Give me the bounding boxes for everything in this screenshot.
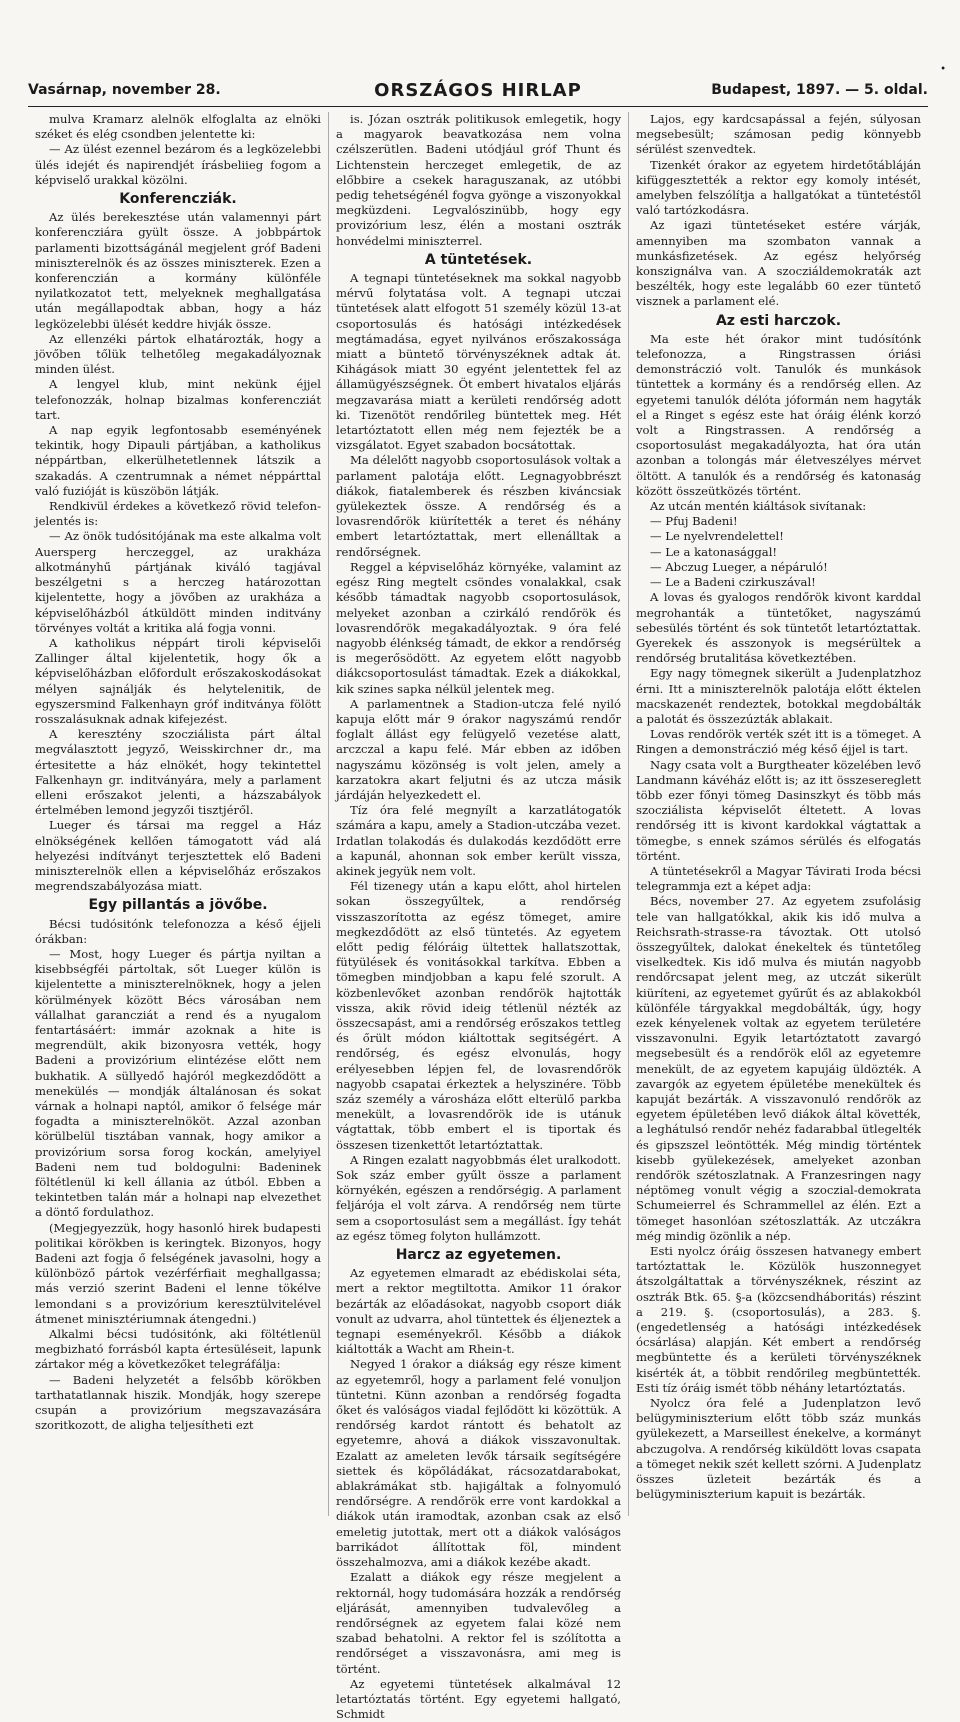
paragraph: — Az ülést ezennel bezárom és a legközelebbi ülés idejét és napirendjét írásbeliieg fogom a képviselő urakkal közölni. [35,142,321,187]
paragraph: — Pfuj Badeni! [650,514,738,529]
paragraph: Az utcán mentén kiáltások sivítanak: [650,499,867,514]
paragraph: Az egyetemi tüntetések alkalmával 12 letartóztatás történt. Egy egyetemi hallgató, Schmidt [336,1676,621,1722]
paragraph: mulva Kramarz alelnök elfoglalta az elnöki széket és elég csondben jelentette ki: [35,112,321,142]
paragraph: Lueger és társai ma reggel a Ház elnökségének kellően támogatott vád alá helyezési indítványt terjesztettek elő Badeni miniszterelnök ellen a képviselőház erőszakos megrendszabályozása miatt. [35,818,321,894]
paragraph: A Ringen ezalatt nagyobbmás élet uralkodott. Sok száz ember gyűlt össze a parlament környékén, egészen a rendőrségig. A parlament feljárója el volt zárva. A rendőrség nem türte sem a csoportosulást sem a megállást. Így tehát az egész tömeg folyton hullámzott. [336,1152,621,1243]
header-page-info: Budapest, 1897. — 5. oldal. [711,82,928,98]
paragraph: — Az önök tudósitójának ma este alkalma volt Auersperg herczeggel, az urakháza alkotmányhű pártjának kiváló tagjával beszélgetni s a herczeg határozottan kijelentette, hogy a jövőben az urakháza a képviselőházból átküldött minden inditvány törvényes voltát a kritika alá fogja vonni. [35,529,321,635]
column-1 [28,112,328,1516]
paragraph: Alkalmi bécsi tudósitónk, aki föltétlenül megbizható forrásból kapta értesüléseit, lapunk zártakor még a következőket telegráfálja: [35,1327,321,1372]
paragraph: Reggel a képviselőház környéke, valamint az egész Ring megtelt csöndes vonalakkal, csak később támadtak nagyobb csoportosulások, melyeket azonban a czirkáló rendőrök és lovasrendőrök megakadályoztak. 9 óra felé nagyobb élénkség támadt, de ekkor a rendőrség is megerősödött. Az egyetem előtt nagyobb diákcsoportosulást támadtak. Ezek a diákokkal, kik szines sapka nélkül jelentek meg. [336,559,621,696]
paragraph: Az egyetemen elmaradt az ebédiskolai séta, mert a rektor megtiltotta. Amikor 11 órakor bezárták az előadásokat, nagyobb csoport diák vonult az udvarra, ahol tüntettek és éljeneztek a tegnapi eseményekről. Később a diákok kiáltották a Wacht am Rhein-t. [336,1266,621,1357]
paragraph: Tizenkét órakor az egyetem hirdetőtábláján kifüggesztették a rektor egy komoly intését, amelyben felszólítja a hallgatókat a tüntetéstől való tartózkodásra. [636,157,921,218]
paragraph: A nap egyik legfontosabb eseményének tekintik, hogy Dipauli pártjában, a katholikus néppártban, elkerülhetetlennek látszik a szakadás. A czentrumnak a német néppárttal való fuzióját is küszöbön látják. [35,423,321,498]
paragraph: — Abczug Lueger, a népáruló! [650,559,828,574]
paragraph: is. Józan osztrák politikusok emlegetik, hogy a magyarok beavatkozása nem volna czélszerütlen. Badeni utódjául gróf Thunt és Lichtenstein herczeget emlegetik, de az előbbire a csekek haraguszanak, az utóbbi pedig tehetségénél fogva gyönge a viszonyokkal megküzdeni. Legvalószinübb, hogy egy provizórium lesz, élén a mostani osztrák honvédelmi miniszterrel. [336,112,621,248]
article-columns [28,112,944,1722]
paragraph: — Most, hogy Lueger és pártja nyiltan a kisebbségféi pártoltak, sőt Lueger külön is kijelentette a miniszterelnöknek, hogy a jelen körülmények között Bécs városában nem vállalhat garancziát a rend és a nyugalom fentartásáért: immár azoknak a hite is megrendült, akik bizonyosra vették, hogy Badeni a provizórium elintézése előtt nem bukhatik. A süllyedő hajóról megkezdődött a menekülés — mondják általánosan és sokat várnak a holnapi naptól, amikor ő felsége már fogadta a miniszterelnököt. Azzal azonban körülbelül tisztában vannak, hogy amikor a provizórium sorsa forog kockán, amelyiyel Badeni nem tud boldogulni: Badeninek föltétlenül ki kell állania az útból. Ebben a tekintetben talán már a holnapi nap elvezethet a döntő fordulathoz. [35,946,321,1220]
section-heading: A tüntetések. [424,251,533,268]
section-heading: Konferencziák. [119,191,237,208]
paragraph: Az igazi tüntetéseket estére várják, amennyiben ma szombaton vannak a munkásfizetések. Az egész helyőrség konszignálva van. A szocziáldemokraták azt beszélték, hogy este legalább 60 ezer tüntető visznek a parlament elé. [636,218,921,309]
paragraph: Az ellenzéki pártok elhatározták, hogy a jövőben tőlük telhetőleg megakadályoznak minden ülést. [35,331,321,377]
paragraph: — Le a katonasággal! [650,544,778,559]
masthead-title: ORSZÁGOS HIRLAP [374,80,582,101]
paragraph: Ezalatt a diákok egy része megjelent a rektornál, hogy tudomására hozzák a rendőrség eljárását, amennyiben tudvalevőleg a rendőrségnek az egyetem falai közé nem szabad behatolni. A rektor fel is szólította a rendőrséget a visszavonásra, ami meg is történt. [336,1570,621,1676]
section-heading: Harcz az egyetemen. [395,1247,562,1264]
paragraph: Rendkivül érdekes a következő rövid telefon-jelentés is: [35,499,321,529]
paragraph: Lovas rendőrök verték szét itt is a tömeget. A Ringen a demonstráczió még késő éjjel is tart. [636,727,921,757]
paragraph: Negyed 1 órakor a diákság egy része kiment az egyetemről, hogy a parlament felé vonuljon tüntetni. Künn azonban a rendőrség fogadta őket és valóságos viadal fejlődött ki közöttük. A rendőrség kardot rántott és behatolt az egyetemre, ahová a diákok visszavonultak. Ezalatt az ameleten levők társaik segítségére siettek és köpőládákat, rácsozatdarabokat, ablakrámákat stb. hajigáltak a folnyomuló rendőrségre. A rendőrök erre vont kardokkal a diákok után iramodtak, azonban csak az első emeletig jutottak, mert ott a diákok valóságos barrikádot állítottak föl, mindent összehalmozva, ami a diákok kezébe akadt. [336,1357,621,1570]
paragraph: — Badeni helyzetét a felsőbb körökben tarthatatlannak hiszik. Mondják, hogy szerepe csupán a provizórium megszavazására szoritkozott, de aligha teljesítheti ezt [35,1372,321,1433]
paragraph: Bécs, november 27. Az egyetem zsufolásig tele van hallgatókkal, akik kis idő mulva a Reichsrath-strasse-ra távoztak. Ott utolsó összegyűltek, dalokat énekeltek és tüntetőleg viselkedtek. Kis idő mulva és miután nagyobb rendőrcsapat jelent meg, az utczát sikerült kiüríteni, az egyetemet gyűrűt és az ablakokból különféle tárgyakkal megdobálták, úgy, hogy ezek kényelenek voltak az egyetem területére visszavonulni. Egyik letartóztatott zavargó megsebesült és a rendőrök elől az egyetemre menekült, de az egyetem kapujáig üldözték. A zavargók az egyetem épületébe menekültek és kapuját bezárták. A visszavonuló rendőrök az egyetem épületében levő diákok által követték, a leghátulsó rendőr nehéz fadarabbal ütlegelték és gipszszel leöntötték. Még mindig történtek kisebb gyülekezések, amelyeket azonban rendőrök szétoszlatnak. A Franzesringen nagy néptömeg vonult végig a szoczial-demokrata Schumeierrel és Schrammellel az élén. Ezt a tömeget hasonlóan szétoszlatták. Az utczákra még mindig özönlik a nép. [636,894,921,1243]
paragraph: — Le nyelvrendelettel! [650,529,784,544]
paragraph: A lovas és gyalogos rendőrök kivont karddal megrohanták a tüntetőket, nagyszámú sebesülés történt és sok tüntetőt letartóztattak. Gyerekek és asszonyok is megsérültek a rendőrség brutalitása következtében. [636,590,921,666]
paragraph: Ma délelőtt nagyobb csoportosulások voltak a parlament palotája előtt. Legnagyobbrészt diákok, fiatalemberek és részben kiváncsiak gyülekeztek össze. A rendőrség és a lovasrendőrök kiürítették a teret és néhány embert letartóztattak, mert ellenálltak a rendőrségnek. [336,453,621,559]
paragraph: A tegnapi tüntetéseknek ma sokkal nagyobb mérvű folytatása volt. A tegnapi utczai tüntetések alatt elfogott 51 személy közül 13-at csoportosulás és hatósági intézkedések megtámadása, egyet nyilvános erőszakossága miatt a büntető törvényszéknek adtak át. Kihágások miatt 30 egyént jelentettek fel az államügyészségnek. Öt embert hivatalos eljárás megzavarása miatt a kerületi rendőrség adott ki. Tizenötöt rendőrileg büntettek meg. Hét letartóztatott ellen még nem fejezték be a vizsgálatot. Egyet szabadon bocsátottak. [336,271,621,453]
paragraph: Bécsi tudósitónk telefonozza a késő éjjeli órákban: [35,916,321,946]
section-heading: Az esti harczok. [715,312,842,329]
paragraph: Tíz óra felé megnyílt a karzatlátogatók számára a kapu, amely a Stadion-utczába vezet. Irdatlan tolakodás és dulakodás kezdődött erre a kapunál, ahonnan sok ember került vissza, akinek jegyük nem volt. [336,803,621,878]
paragraph: A tüntetésekről a Magyar Távirati Iroda bécsi telegrammja ezt a képet adja: [636,863,921,894]
paragraph: A keresztény szocziálista párt által megválasztott jegyző, Weisskirchner dr., ma értesitette a ház elnökét, hogy tekintettel Falkenhayn gr. inditványára, mely a parlament elleni erőszakot jelenti, a házszabályok értelmében lemond jegyzői tisztjéről. [35,727,321,818]
paragraph: A katholikus néppárt tiroli képviselői Zallinger által kijelentetik, hogy ők a képviselőházban előfordult erőszakoskodásokat mélyen sajnálják és helytelenitik, de egyszersmind Falkenhayn gróf inditványa fölött rosszalásuknak adnak kifejezést. [35,635,321,726]
newspaper-header [28,80,928,107]
paragraph: Ma este hét órakor mint tudósítónk telefonozza, a Ringstrassen óriási demonstráczió volt. Tanulók és munkások tüntettek a kormány és a rendőrség ellen. Az egyetemi tanulók délóta jóformán nem hagyták el a Ringet s egész este hat óráig élénk korzó volt a Ringstrassen. A rendőrség a csoportosulást megakadályozta, hat óra után azonban a tolongás már életveszélyes mérvet öltött. A tanulók és a rendőrség és katonaság között összeütközés történt. [636,331,921,498]
paragraph: Az ülés berekesztése után valamennyi párt konferencziára gyült össze. A jobbpártok parlamenti bizottságánál megjelent gróf Badeni miniszterelnök és az összes miniszterek. Ezen a konferenczián a kormány különféle nyilatkozatot tett, melyeknek meghallgatása után megállapodtak abban, hogy a ház legközelebbi ülését keddre hivják össze. [35,210,321,331]
paragraph: Fél tizenegy után a kapu előtt, ahol hirtelen sokan összegyűltek, a rendőrség visszaszorította az egész tömeget, amire megkezdődött az első tüntetés. Az egyetem előtt pedig félóráig ültettek hallatszottak, fütyülések és vonitásokkal tarkítva. Ebben a tömegben mindjobban a kapu felé szorult. A közbenlevőket azonban rendőrök hajtották vissza, akik rövid ideig tétlenül nézték az összecsapást, ami a rendőrség erőszakos tettleg és őrült módon kiáltottak segitségért. A rendőrség, és egész elvonulás, hogy erélyesebben lépjen fel, de lovasrendőrök nagyobb csapatai érkeztek a helyszinére. Több száz személy a városháza előtt elterülő parkba menekült, a lovasrendőrök ide is utánuk vágtattak, több embert el is tiportak és összesen tizenkettőt letartóztattak. [336,879,621,1152]
section-heading: Egy pillantás a jövőbe. [88,897,268,914]
header-date: Vasárnap, november 28. [28,82,221,98]
paragraph: Lajos, egy kardcsapással a fején, súlyosan megsebesült; számosan pedig könnyebb sérülést szenvedtek. [636,112,921,157]
column-2 [328,112,628,1722]
paragraph: A lengyel klub, mint nekünk éjjel telefonozzák, holnap bizalmas konferencziát tart. [35,377,321,422]
paragraph: A parlamentnek a Stadion-utcza felé nyiló kapuja előtt már 9 órakor nagyszámú rendőr foglalt állást egy felügyelő vezetése alatt, arczczal a kapu felé. Már ebben az időben nagyszámu közönség is volt jelen, amely a karzatokra akart feljutni és az utcza másik járdáján helyezkedett el. [336,696,621,802]
paragraph: Esti nyolcz óráig összesen hatvanegy embert tartóztattak le. Közülök huszonnegyet átszolgáltattak a törvényszéknek, részint az osztrák Btk. 65. §-a (közcsendháboritás) részint a 219. §. (csoportosulás), a 283. §. (engedetlenség a hatósági intézkedések ócsárlása) alapján. Két embert a rendőrség megbüntette és a kerületi törvényszéknek kisérték át, a többit rendőrileg megbüntették. Esti tíz óráig ismét több néhány letartóztatás. [636,1244,921,1395]
page-mark: • [940,64,946,75]
column-3 [628,112,928,1516]
paragraph: Nyolcz óra felé a Judenplatzon levő belügyminiszterium előtt több száz munkás gyülekezett, a Marseillest énekelve, a kormányt abczugolva. A rendőrség kiküldött lovas csapata a tömeget nekik szét kellett szórni. A Judenplatz összes üzleteit bezárták és a belügyminiszterium kapuit is bezárták. [636,1396,921,1502]
paragraph: Egy nagy tömegnek sikerült a Judenplatzhoz érni. Itt a miniszterelnök palotája előtt éktelen macskazenét rendeztek, botokkal megdobálták a palotát és összezúzták ablakait. [636,666,921,726]
paragraph: Nagy csata volt a Burgtheater közelében levő Landmann kávéház előtt is; az itt összesereglett több ezer főnyi tömeg Dasinszkyt és több más szocziálista képviselőt éltetett. A lovas rendőrség itt is kivont kardokkal vágtattak a tömegbe, s ennek számos sérülés és elfogatás történt. [636,757,921,863]
paragraph: (Megjegyezzük, hogy hasonló hirek budapesti politikai körökben is keringtek. Bizonyos, hogy Badeni azt fogja ő felségének javasolni, hogy a különböző pártok vezérférfiait meghallgassa; más verzió szerint Badeni el lenne tökélve lemondani s a provizórium keresztülvitelével átmenet minisztériumnak átengedni.) [35,1220,321,1326]
paragraph: — Le a Badeni czirkuszával! [650,575,816,590]
